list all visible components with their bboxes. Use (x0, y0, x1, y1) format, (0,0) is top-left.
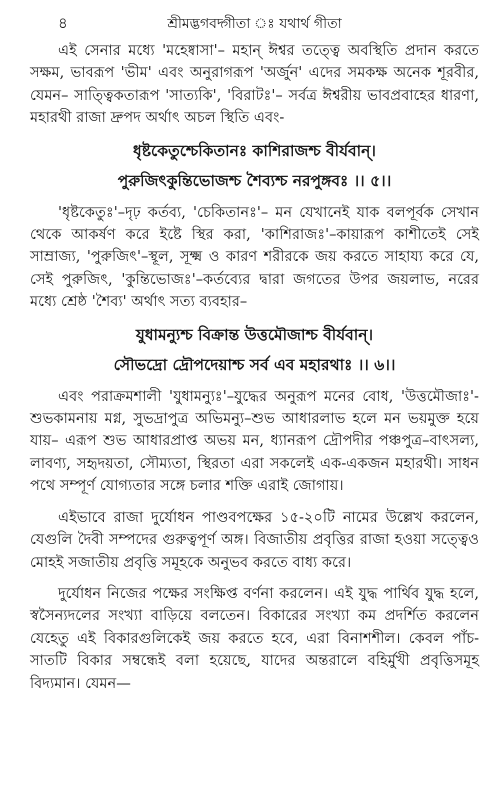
verse-6-line-2: সৌভদ্রো দ্রৌপদেয়াশ্চ সর্ব এব মহারথাঃ ।। ৬।। (113, 354, 396, 374)
paragraph-2: 'ধৃষ্টকেতুঃ'–দৃঢ় কর্তব্য, 'চেকিতানঃ'– মন যেখানেই যাক বলপূর্বক সেখান থেকে আকর্ষণ করে ইষ্টে স্থির করা, 'কাশিরাজঃ'–কায়ারূপ কাশীতেই সেই সাম্রাজ্য, 'পুরুজিৎ'–স্থূল, সূক্ষ্ম ও কারণ শরীরকে জয় করতে সাহায্য করে যে, সেই পুরুজিৎ, 'কুন্তিভোজঃ'–কর্তব্যের দ্বারা জগতের উপর জয়লাভ, নরের মধ্যে শ্রেষ্ঠ 'শৈব্য' অর্থাৎ সত্য ব্যবহার– (30, 203, 479, 311)
page-number: ৪ (58, 14, 68, 32)
verse-5-line-2: পুরুজিৎকুন্তিভোজশ্চ শৈব্যশ্চ নরপুঙ্গবঃ ।। ৫।। (117, 170, 392, 190)
running-title: শ্রীমদ্ভগবদ্গীতা ঃ যথার্থ গীতা (167, 16, 342, 32)
page-header (30, 0, 479, 40)
paragraph-4: এইভাবে রাজা দুর্যোধন পাণ্ডবপক্ষের ১৫-২০টি নামের উল্লেখ করলেন, যেগুলি দৈবী সম্পদের গুরুত্বপূর্ণ অঙ্গ। বিজাতীয় প্রবৃত্তির রাজা হওয়া সত্ত্বেও মোহই সজাতীয় প্রবৃত্তি সমূহকে অনুভব করতে বাধ্য করে। (30, 508, 479, 571)
verse-6-line-1: যুধামন্যুশ্চ বিক্রান্ত উত্তমৌজাশ্চ বীর্যবান্। (135, 324, 374, 344)
verse-5-line-1: ধৃষ্টকেতুশ্চেকিতানঃ কাশিরাজশ্চ বীর্যবান্। (133, 140, 376, 160)
paragraph-3: এবং পরাক্রমশালী 'যুধামন্যুঃ'–যুদ্ধের অনুরূপ মনের বোধ, 'উত্তমৌজাঃ'- শুভকামনায় মগ্ন, সুভদ্রাপুত্র অভিমন্যু–শুভ আধারলাভ হলে মন ভয়মুক্ত হয়ে যায়– এরূপ শুভ আধারপ্রাপ্ত অভয় মন, ধ্যানরূপ দ্রৌপদীর পঞ্চপুত্র–বাৎসল্য, লাবণ্য, সহৃদয়তা, সৌম্যতা, স্থিরতা এরা সকলেই এক-একজন মহারথী। সাধন পথে সম্পূর্ণ যোগ্যতার সঙ্গে চলার শক্তি এরাই জোগায়। (30, 387, 479, 495)
paragraph-1: এই সেনার মধ্যে 'মহেষ্বাসা'– মহান্ ঈশ্বর তত্ত্বে অবস্থিতি প্রদান করতে সক্ষম, ভাবরূপ 'ভীম' এবং অনুরাগরূপ 'অর্জুন' এদের সমকক্ষ অনেক শূরবীর, যেমন– সাত্ত্বিকতারূপ 'সাত্যকি', 'বিরাটঃ'– সর্বত্র ঈশ্বরীয় ভাবপ্রবাহের ধারণা, মহারথী রাজা দ্রুপদ অর্থাৎ অচল স্থিতি এবং- (30, 42, 479, 127)
paragraph-5: দুর্যোধন নিজের পক্ষের সংক্ষিপ্ত বর্ণনা করলেন। এই যুদ্ধ পার্থিব যুদ্ধ হলে, স্বসৈন্যদলের সংখ্যা বাড়িয়ে বলতেন। বিকারের সংখ্যা কম প্রদর্শিত করলেন যেহেতু এই বিকারগুলিকেই জয় করতে হবে, এরা বিনাশশীল। কেবল পাঁচ-সাতটি বিকার সম্বন্ধেই বলা হয়েছে, যাদের অন্তরালে বহির্মুখী প্রবৃত্তিসমূহ বিদ্যমান। যেমন— (30, 584, 479, 692)
